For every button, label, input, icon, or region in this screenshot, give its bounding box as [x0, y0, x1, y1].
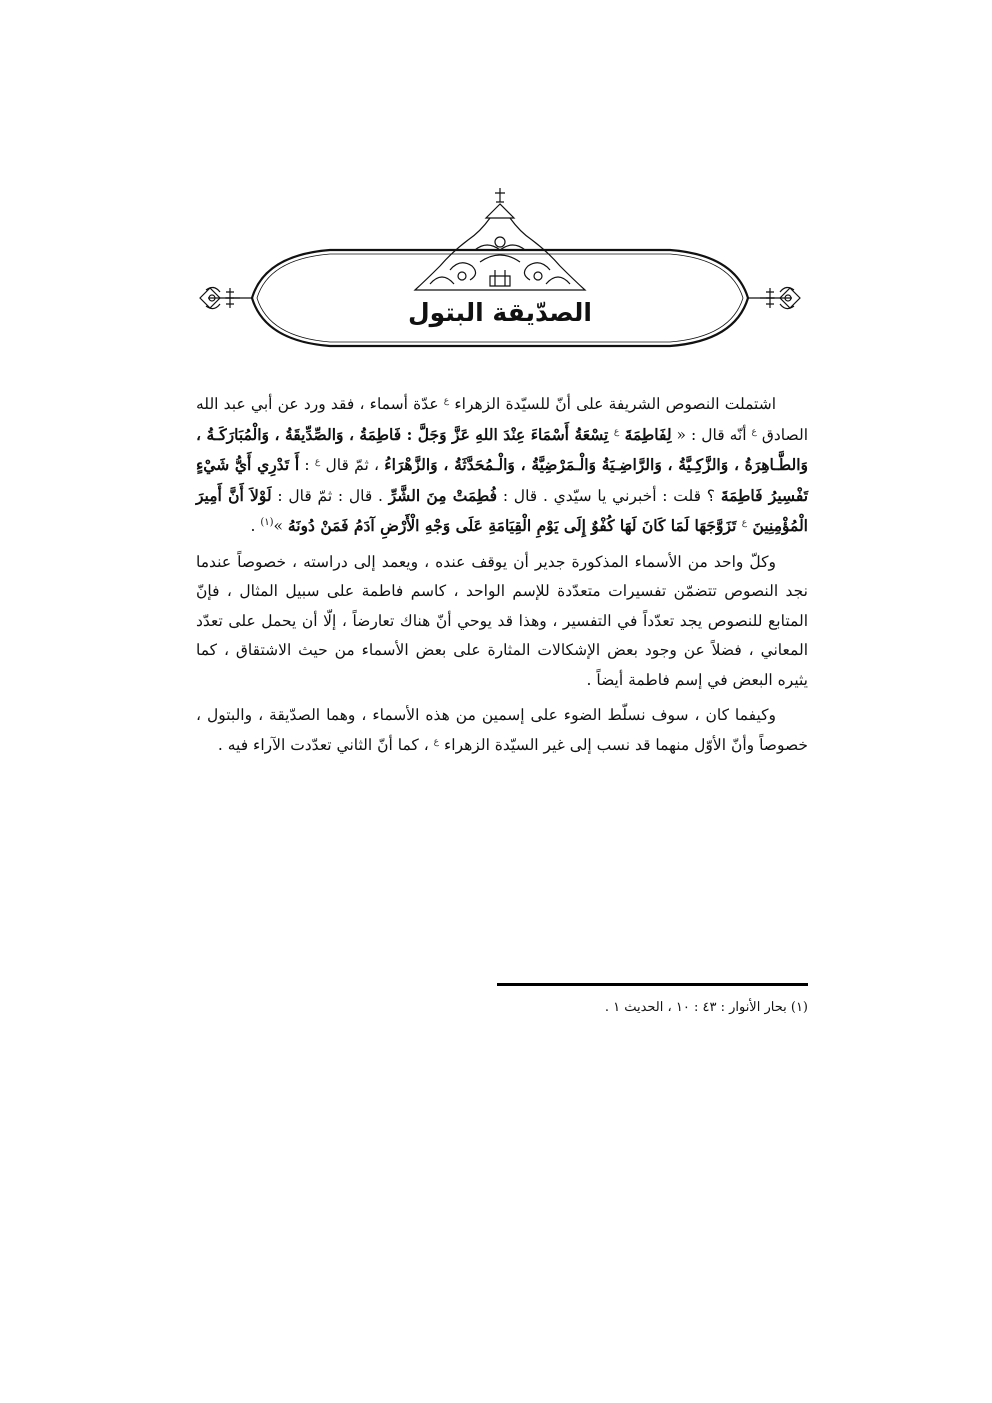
text-run: ، ثمّ قال [320, 456, 385, 474]
text-run: ؟ قلت : أخبرني يا سيّدي . قال : [497, 486, 721, 505]
footnote-marker: (١) [790, 1000, 808, 1015]
footnote-text: بحار الأنوار : ٤٣ : ١٠ ، الحديث ١ . [604, 1000, 787, 1015]
footnote-1 [196, 998, 808, 1018]
body-text [196, 390, 808, 760]
footnote-divider [497, 983, 808, 986]
honorific-icon: ع [741, 517, 748, 528]
cartouche-frame [190, 180, 810, 380]
text-run: وكلّ واحد من الأسماء المذكورة جدير أن يوقف عنده ، ويعمد إلى دراسته ، خصوصاً عندما نجد النصوص تتضمّن تفسيرات متعدّدة للإسم الواحد ، كاسم فاطمة على سبيل المثال ، فإنّ المتابع للنصوص يجد تعدّداً في التفسير ، وهذا قد يوحي أنّ هناك تعارضاً ، إلّا أن يحمل على تعدّد المعاني ، فضلاً عن وجود بعض الإشكالات المثارة على بعض الأسماء من حيث الاشتقاق ، كما يثيره البعض في إسم فاطمة أيضاً . [196, 552, 808, 689]
footnote-ref: (١) [260, 516, 274, 528]
chapter-header [190, 180, 810, 380]
hadith-quote: أَ تَدْرِي أَيُّ شَيْءٍ تَفْسِيرُ فَاطِمَةَ [196, 455, 809, 505]
text-run: أنّه قال : « [671, 425, 752, 444]
paragraph-3 [196, 701, 808, 760]
chapter-title: الصدّيقة البتول [407, 298, 592, 327]
honorific-icon: ع [443, 395, 450, 406]
honorific-icon: ع [613, 426, 620, 437]
hadith-quote: فُطِمَتْ مِنَ الشَّرِّ [388, 485, 498, 505]
text-run: وكيفما كان ، سوف نسلّط الضوء على إسمين من هذه الأسماء ، وهما الصدّيقة ، والبتول ، خصوصاً وأنّ الأوّل منهما قد نسب إلى غير السيّدة الزهراء [196, 706, 808, 754]
paragraph-1 [196, 390, 808, 542]
text-run: . [250, 517, 261, 535]
hadith-quote: تَزَوَّجَهَا لَمَا كَانَ لَهَا كُفْوٌ إِلَى يَوْمِ الْقِيَامَةِ عَلَى وَجْهِ الْأَرْضِ آدَمُ فَمَنْ دُونَهُ [287, 516, 742, 535]
hadith-quote: لَوْلاَ أَنَّ أَمِيرَ الْمُؤْمِنِينَ [196, 485, 808, 535]
text-run: » [273, 517, 288, 535]
honorific-icon: ع [433, 736, 440, 747]
honorific-icon: ع [314, 456, 321, 467]
text-run: عدّة أسماء ، فقد ورد عن أبي عبد الله الصادق [196, 395, 808, 444]
text-run: اشتملت النصوص الشريفة على أنّ للسيّدة الزهراء [449, 395, 777, 413]
honorific-icon: ع [751, 426, 757, 437]
text-run: : [299, 456, 315, 474]
arabesque-crown-ornament [415, 188, 585, 290]
hadith-quote: لِفَاطِمَةَ [619, 424, 672, 444]
text-run: ، كما أنّ الثاني تعدّدت الآراء فيه . [217, 735, 434, 754]
text-run: . قال : ثمّ قال : [271, 486, 389, 505]
paragraph-2 [196, 548, 808, 696]
hadith-quote: تِسْعَةُ أَسْمَاءَ عِنْدَ اللهِ عَزَّ وَجَلَّ : فَاطِمَةُ ، وَالصِّدِّيقَةُ ، وَالْمُبَارَكَـةُ ، وَالطَّـاهِرَةُ ، وَالزَّكِـيَّةُ ، وَالرَّاضِـيَةُ وَالْـمَرْضِيَّةُ ، وَالْـمُحَدَّثَةُ ، وَالزَّهْرَاءُ [196, 424, 809, 474]
